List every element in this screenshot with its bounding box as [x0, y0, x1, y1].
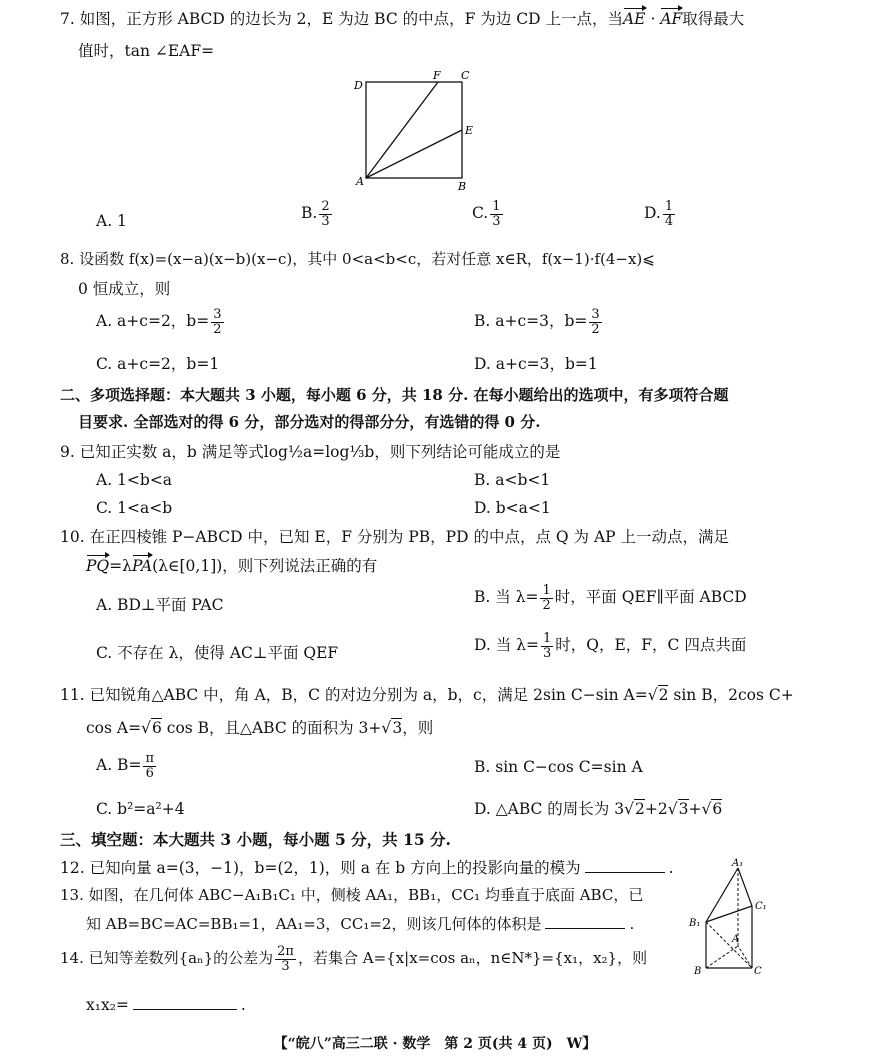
square-abcd	[366, 82, 462, 178]
q10-option-b[interactable]	[474, 584, 747, 612]
label-a: A	[732, 934, 740, 945]
label-e: E	[465, 124, 474, 137]
label-b1: B₁	[689, 918, 701, 929]
fraction: $\frac{3}{2}$	[591, 307, 600, 337]
q14-stem-line1	[60, 945, 647, 973]
option-text: A. B=	[96, 756, 142, 775]
q11-option-d[interactable]: D. △ABC 的周长为 3√2+2√3+√6	[474, 800, 723, 818]
q11-text: cos A=	[86, 719, 142, 737]
q11-text: ，则	[402, 719, 434, 737]
q8-option-d[interactable]: D. a+c=3，b=1	[474, 355, 598, 373]
q10-option-a[interactable]: A. BD⊥平面 PAC	[96, 596, 224, 614]
option-letter: B.	[301, 204, 318, 223]
dot-operator: ·	[650, 10, 656, 28]
q13-stem-line1: 13. 如图，在几何体 ABC−A₁B₁C₁ 中，侧棱 AA₁，BB₁，CC₁ 均垂直于底面 ABC，已	[60, 886, 644, 904]
q9-option-b[interactable]: B. a<b<1	[474, 471, 551, 489]
option-text: D. △ABC 的周长为 3	[474, 800, 625, 818]
fraction: $\frac{1}{4}$	[664, 199, 674, 229]
vector-af: AF	[660, 10, 683, 28]
fraction: $\frac{2}{3}$	[321, 199, 330, 229]
edge-b1c1	[706, 906, 752, 922]
q10-option-d[interactable]	[474, 632, 746, 660]
sqrt-radicand: 6	[712, 800, 723, 818]
q9-option-a[interactable]: A. 1<b<a	[96, 471, 173, 489]
q14-text: x₁x₂=	[86, 996, 129, 1014]
equals-lambda: =λ	[109, 557, 132, 575]
edge-a1c1	[738, 868, 752, 906]
q14-stem-line2	[86, 995, 246, 1015]
option-text: +	[688, 800, 702, 818]
fraction: $\frac{3}{2}$	[213, 307, 222, 337]
q10-stem-text: (λ∈[0,1])，则下列说法正确的有	[152, 557, 378, 575]
option-letter: C.	[472, 204, 489, 223]
q13-stem-line2	[86, 914, 634, 934]
q13-solid-figure	[688, 856, 770, 980]
q12-text: 12. 已知向量 a=(3，−1)，b=(2，1)，则 a 在 b 方向上的投影向量的模为	[60, 859, 581, 877]
label-a1: A₁	[732, 858, 744, 869]
label-d: D	[354, 79, 363, 92]
period: .	[629, 915, 635, 933]
q11-stem-line1: 11. 已知锐角△ABC 中，角 A，B，C 的对边分别为 a，b，c，满足 2sin C−sin A=√2 sin B，2cos C+	[60, 686, 794, 704]
option-text: 时，Q，E，F，C 四点共面	[555, 636, 747, 655]
period: .	[668, 859, 674, 877]
q10-stem-line1: 10. 在正四棱锥 P−ABCD 中，已知 E，F 分别为 PB，PD 的中点，点 Q 为 AP 上一动点，满足	[60, 528, 729, 546]
q14-answer-blank[interactable]	[133, 995, 237, 1010]
label-f: F	[433, 69, 441, 82]
q7-stem-text-b: 取得最大	[682, 10, 745, 28]
q8-option-c[interactable]: C. a+c=2，b=1	[96, 355, 220, 373]
fraction: $\frac{1}{3}$	[492, 199, 501, 229]
q7-stem-line1	[60, 10, 744, 29]
sqrt-radicand: 6	[151, 719, 162, 737]
option-text: B. a+c=3，b=	[474, 312, 588, 331]
section2-heading-line2: 目要求. 全部选对的得 6 分，部分选对的得部分分，有选错的得 0 分.	[78, 413, 541, 431]
segment-af	[366, 82, 438, 178]
q11-option-c[interactable]: C. b²=a²+4	[96, 800, 185, 818]
q7-option-c[interactable]	[472, 200, 505, 228]
sqrt-radicand: 2	[635, 800, 645, 818]
q7-stem-text: 7. 如图，正方形 ABCD 的边长为 2，E 为边 BC 的中点，F 为边 CD 上一点，当	[60, 10, 623, 28]
q11-option-a[interactable]	[96, 752, 158, 780]
edge-a1b1	[706, 868, 738, 922]
vector-ae: AE	[622, 10, 646, 28]
label-c: C	[461, 69, 470, 82]
vector-pa: PA	[131, 557, 153, 575]
label-c: C	[754, 966, 762, 977]
segment-ae	[366, 130, 462, 178]
sqrt-radicand: 3	[678, 800, 689, 818]
q13-answer-blank[interactable]	[545, 914, 625, 929]
label-a: A	[356, 175, 364, 188]
q7-stem-line2: 值时，tan ∠EAF=	[78, 42, 215, 60]
q7-option-d[interactable]	[644, 200, 677, 228]
option-text: A. a+c=2，b=	[96, 312, 210, 331]
section3-heading: 三、填空题：本大题共 3 小题，每小题 5 分，共 15 分.	[60, 830, 451, 849]
q11-option-b[interactable]: B. sin C−cos C=sin A	[474, 758, 643, 776]
q8-option-a[interactable]	[96, 308, 226, 336]
sqrt-radicand: 2	[658, 686, 669, 704]
q7-option-b[interactable]	[301, 200, 334, 228]
q11-stem-line2: cos A=√6 cos B，且△ABC 的面积为 3+√3，则	[86, 719, 434, 737]
q8-stem-line1: 8. 设函数 f(x)=(x−a)(x−b)(x−c)，其中 0<a<b<c，若对任意 x∈R，f(x−1)·f(4−x)⩽	[60, 250, 655, 268]
edge-ab-hidden	[706, 946, 738, 968]
option-letter: D.	[644, 204, 661, 223]
diagonal-hidden	[706, 922, 752, 968]
label-c1: C₁	[755, 901, 767, 912]
edge-ac-hidden	[738, 946, 752, 968]
fraction: $\frac{1}{3}$	[542, 631, 552, 661]
period: .	[240, 996, 246, 1014]
vector-pq: PQ	[86, 557, 110, 575]
q12-stem	[60, 858, 674, 878]
q9-stem: 9. 已知正实数 a，b 满足等式log½a=log⅓b，则下列结论可能成立的是	[60, 443, 561, 461]
q12-answer-blank[interactable]	[585, 858, 665, 873]
q9-option-c[interactable]: C. 1<a<b	[96, 499, 173, 517]
label-b: B	[694, 966, 702, 977]
q10-option-c[interactable]: C. 不存在 λ，使得 AC⊥平面 QEF	[96, 644, 339, 662]
option-text: D. 当 λ=	[474, 636, 539, 655]
q14-text: 14. 已知等差数列{aₙ}的公差为	[60, 949, 274, 968]
sqrt-radicand: 3	[392, 719, 403, 737]
option-text: +2	[644, 800, 668, 818]
q10-stem-line2	[86, 557, 377, 576]
option-text: B. 当 λ=	[474, 588, 539, 607]
q8-option-b[interactable]	[474, 308, 604, 336]
q7-square-figure	[348, 68, 488, 194]
q9-option-d[interactable]: D. b<a<1	[474, 499, 551, 517]
q11-text: cos B，且△ABC 的面积为 3+	[161, 719, 382, 737]
section2-heading-line1: 二、多项选择题：本大题共 3 小题，每小题 6 分，共 18 分. 在每小题给出的选项中，有多项符合题	[60, 386, 729, 404]
label-b: B	[458, 180, 467, 193]
q14-text: ，若集合 A={x|x=cos aₙ，n∈N*}={x₁，x₂}，则	[297, 949, 648, 968]
q8-stem-line2: 0 恒成立，则	[78, 280, 171, 298]
q11-text: sin B，2cos C+	[668, 686, 794, 704]
fraction: $\frac{\pi}{6}$	[145, 751, 154, 781]
fraction: $\frac{1}{2}$	[542, 583, 551, 613]
page-footer: 【“皖八”高三二联 · 数学 第 2 页(共 4 页) W】	[273, 1036, 597, 1052]
q7-option-a[interactable]: A. 1	[96, 212, 127, 230]
fraction: $\frac{2\pi}{3}$	[277, 944, 294, 974]
q11-text: 11. 已知锐角△ABC 中，角 A，B，C 的对边分别为 a，b，c，满足 2sin C−sin A=	[60, 686, 648, 704]
q13-text: 知 AB=BC=AC=BB₁=1，AA₁=3，CC₁=2，则该几何体的体积是	[86, 915, 542, 933]
option-text: 时，平面 QEF∥平面 ABCD	[554, 588, 747, 607]
